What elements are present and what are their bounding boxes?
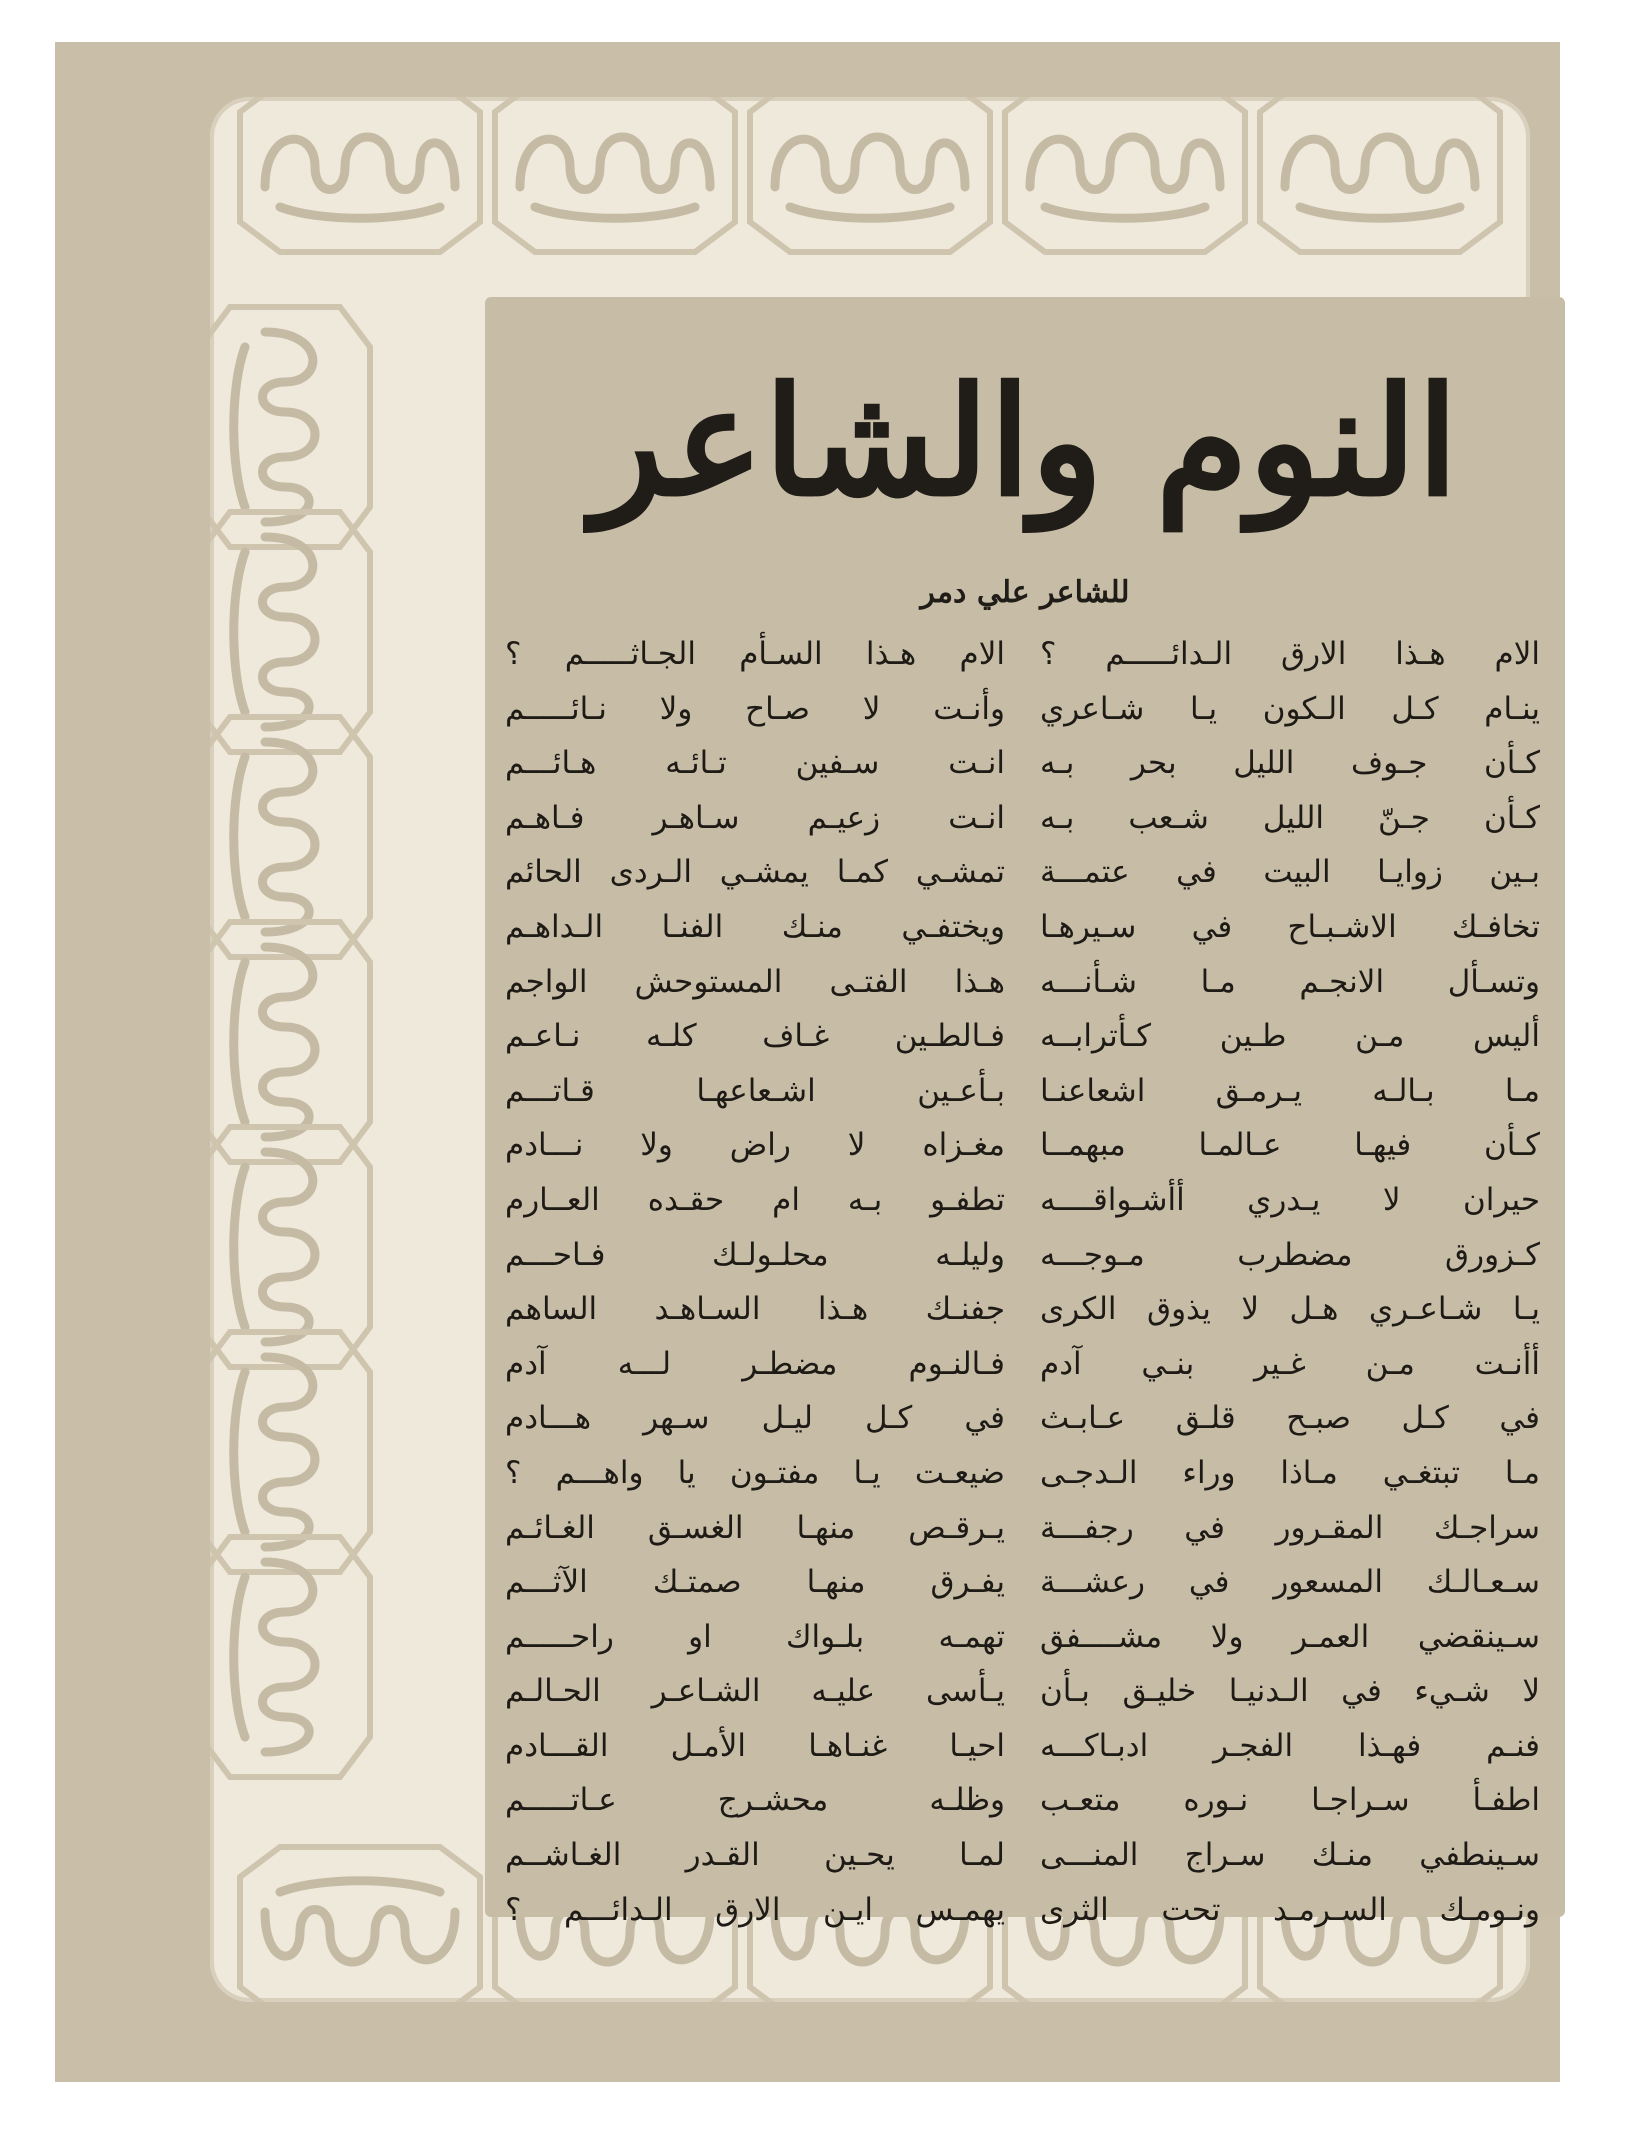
- verse-line: يـأسى عليـه الشـاعـر الحـالـم: [505, 1673, 1005, 1710]
- arabesque-motif: [1005, 97, 1245, 252]
- verse-line: حيران لا يـدري أأشـواقــــه: [1040, 1181, 1540, 1218]
- author-byline: للشاعر علي دمر: [920, 575, 1130, 610]
- magazine-page: [55, 42, 1560, 2082]
- verse-line: تمشـي كمـا يمشـي الـردى الحائم: [505, 854, 1005, 891]
- verse-line: سـعـالـك المسعور في رعشـــة: [1040, 1564, 1540, 1601]
- verse-line: ونـومـك السـرمـد تحت الثرى: [1040, 1891, 1540, 1928]
- verse-line: يهمـس ايـن الارق الـدائـــم ؟: [505, 1891, 1005, 1928]
- verse-line: وظلـه محشـرج عـاتـــــم: [505, 1782, 1005, 1819]
- verse-line: في كـل ليـل سـهر هـــادم: [505, 1400, 1005, 1437]
- verse-line: ينـام كـل الـكون يـا شـاعري: [1040, 690, 1540, 727]
- verse-line: فـالنـوم مضطـر لـــه آدم: [505, 1345, 1005, 1382]
- verse-line: فـالطـين غـاف كلـه نـاعـم: [505, 1018, 1005, 1055]
- verse-line: الام هـذا السـأم الجـاثـــــم ؟: [505, 636, 1005, 672]
- verse-line: سـينطفي منـك سـراج المنـــى: [1040, 1837, 1540, 1874]
- verse-line: ويختفـي منـك الفنـا الـداهـم: [505, 908, 1005, 945]
- verse-line: وتسـأل الانجـم مـا شـأنـــه: [1040, 963, 1540, 1000]
- verse-line: أليس مـن طـين كـأترابــه: [1040, 1018, 1540, 1055]
- verse-line: لا شـيء في الـدنيـا خليـق بـأن: [1040, 1673, 1540, 1710]
- verse-line: سراجـك المقـرور في رجفـــة: [1040, 1509, 1540, 1546]
- verse-line: جفنـك هـذا السـاهـد الساهم: [505, 1291, 1005, 1328]
- verse-line: مغـزاه لا راض ولا نـــادم: [505, 1127, 1005, 1164]
- verse-line: مـا تبتغـي مـاذا وراء الـدجـى: [1040, 1454, 1540, 1491]
- verse-line: يفـرق منهـا صمتـك الآثـــم: [505, 1564, 1005, 1601]
- verse-line: وليلـه محلـولـك فـاحـــم: [505, 1236, 1005, 1273]
- verse-line: وأنـت لا صـاح ولا نـائـــــم: [505, 690, 1005, 727]
- verse-line: احيـا غنـاهـا الأمـل القـــادم: [505, 1727, 1005, 1764]
- verse-line: الام هـذا الارق الـدائـــــم ؟: [1040, 636, 1540, 672]
- verse-line: كـزورق مضطرب مـوجـــه: [1040, 1236, 1540, 1273]
- arabesque-motif: [1260, 97, 1500, 252]
- verse-line: ضيعـت يـا مفتـون يا واهـــم ؟: [505, 1454, 1005, 1491]
- verse-line: انـت زعيـم سـاهـر فـاهـم: [505, 799, 1005, 836]
- verse-line: أأنـت مـن غـير بنـي آدم: [1040, 1345, 1540, 1382]
- verse-line: لمـا يحـين القـدر الغـاشــم: [505, 1837, 1005, 1874]
- verse-line: مـا بـالـه يـرمـق اشعاعنـا: [1040, 1072, 1540, 1109]
- verse-line: انـت سـفين تـائـه هـائـــم: [505, 745, 1005, 782]
- ornamental-frame: [210, 97, 1540, 2002]
- verse-line: تطفـو بـه ام حقـده العــارم: [505, 1181, 1005, 1218]
- left-verse-column: [505, 627, 1005, 1937]
- verse-line: سـينقضي العمـر ولا مشــــفق: [1040, 1618, 1540, 1655]
- verse-line: يـرقـص منهـا الغسـق الغـائـم: [505, 1509, 1005, 1546]
- verse-line: تخافـك الاشـبـاح في سـيرهـا: [1040, 908, 1540, 945]
- arabesque-motif: [750, 97, 990, 252]
- poem-title: النوم والشاعر: [591, 354, 1459, 530]
- arabesque-motif: [240, 1847, 480, 2002]
- arabesque-motif: [240, 97, 480, 252]
- arabesque-motif: [495, 97, 735, 252]
- verse-line: هـذا الفتـى المستوحش الواجم: [505, 963, 1005, 1000]
- poem-panel: [485, 297, 1565, 1928]
- verse-line: كـأن جـوف الليل بحر بـه: [1040, 745, 1540, 782]
- right-verse-column: [1040, 627, 1540, 1937]
- verse-line: بـأعـين اشـعاعهـا قـاتـــم: [505, 1072, 1005, 1109]
- verse-line: يـا شـاعـري هـل لا يذوق الكرى: [1040, 1291, 1540, 1328]
- verse-line: كـأن فيهـا عـالمـا مبهمــا: [1040, 1127, 1540, 1164]
- verse-line: كـأن جـنّ الليل شـعب بـه: [1040, 799, 1540, 836]
- verse-line: اطفـأ سـراجـا نـوره متعـب: [1040, 1782, 1540, 1819]
- verse-line: في كـل صبـح قلـق عـابـث: [1040, 1400, 1540, 1437]
- verse-line: فنـم فهـذا الفجـر ادبـاكـــه: [1040, 1727, 1540, 1764]
- verse-line: تهمـه بلـواك او راحـــــم: [505, 1618, 1005, 1655]
- verse-line: بـين زوايـا البيت في عتمـــة: [1040, 854, 1540, 891]
